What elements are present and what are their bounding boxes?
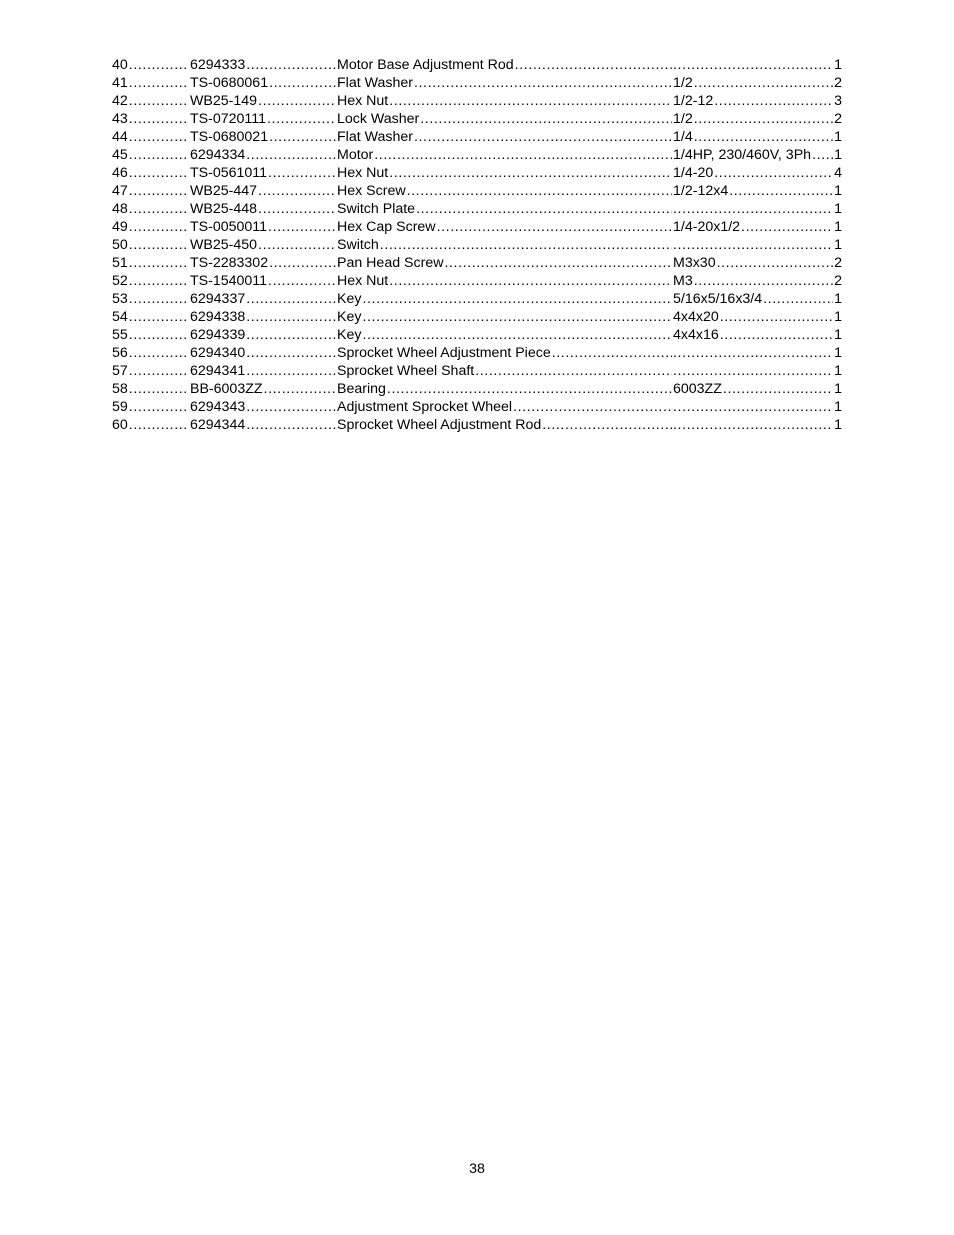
parts-row [112,218,842,236]
part-description: Flat Washer [337,129,413,145]
parts-row [112,398,842,416]
parts-row [112,380,842,398]
index-number: 47 [112,183,128,199]
part-size: 1/2 [673,75,693,91]
parts-row [112,308,842,326]
index-number: 51 [112,255,128,271]
index-number: 56 [112,345,128,361]
part-description: Hex Nut [337,273,389,289]
part-qty: 2 [834,75,842,91]
part-description: Hex Screw [337,183,406,199]
part-number: TS-0050011 [190,219,268,235]
part-description: Motor [337,147,374,163]
parts-row [112,272,842,290]
part-size: 1/2 [673,111,693,127]
index-number: 53 [112,291,128,307]
index-number: 58 [112,381,128,397]
part-size: 4x4x16 [673,327,719,343]
part-qty: 3 [834,93,842,109]
part-number: BB-6003ZZ [190,381,263,397]
part-size: 1/4 [673,129,693,145]
part-size: M3x30 [673,255,716,271]
part-description: Adjustment Sprocket Wheel [337,399,513,415]
part-size: M3 [673,273,693,289]
part-qty: 1 [834,417,842,433]
index-number: 42 [112,93,128,109]
parts-row [112,110,842,128]
part-number: 6294333 [190,57,246,73]
part-size: 1/4-20 [673,165,714,181]
part-number: TS-2283302 [190,255,269,271]
part-qty: 1 [834,129,842,145]
part-description: Motor Base Adjustment Rod [337,57,514,73]
part-number: 6294340 [190,345,246,361]
part-number: 6294343 [190,399,246,415]
index-number: 40 [112,57,128,73]
part-qty: 1 [834,363,842,379]
part-number: 6294341 [190,363,246,379]
part-description: Pan Head Screw [337,255,444,271]
index-number: 49 [112,219,128,235]
part-number: 6294334 [190,147,246,163]
part-qty: 1 [834,147,842,163]
part-qty: 2 [834,255,842,271]
parts-row [112,200,842,218]
part-size: 6003ZZ [673,381,722,397]
index-number: 41 [112,75,128,91]
part-qty: 1 [834,201,842,217]
part-description: Switch [337,237,379,253]
part-size: 1/4-20x1/2 [673,219,741,235]
parts-row [112,236,842,254]
part-qty: 1 [834,345,842,361]
part-description: Bearing [337,381,386,397]
part-qty: 1 [834,381,842,397]
part-number: 6294338 [190,309,246,325]
part-description: Switch Plate [337,201,416,217]
parts-list [112,56,842,434]
parts-row [112,362,842,380]
part-number: TS-0680021 [190,129,269,145]
parts-row [112,164,842,182]
part-size: 1/4HP, 230/460V, 3Ph [673,147,812,163]
index-number: 48 [112,201,128,217]
part-description: Key [337,327,362,343]
part-description: Sprocket Wheel Adjustment Piece [337,345,551,361]
part-qty: 2 [834,273,842,289]
index-number: 46 [112,165,128,181]
parts-row [112,92,842,110]
parts-row [112,344,842,362]
part-description: Hex Nut [337,165,389,181]
part-size: 5/16x5/16x3/4 [673,291,763,307]
part-qty: 1 [834,399,842,415]
part-number: WB25-149 [190,93,258,109]
parts-row [112,146,842,164]
part-size: 4x4x20 [673,309,719,325]
part-number: TS-0720111 [190,111,266,127]
parts-row [112,56,842,74]
parts-row [112,128,842,146]
part-qty: 1 [834,291,842,307]
parts-row [112,182,842,200]
part-description: Hex Cap Screw [337,219,436,235]
part-description: Sprocket Wheel Adjustment Rod [337,417,542,433]
index-number: 60 [112,417,128,433]
index-number: 57 [112,363,128,379]
index-number: 59 [112,399,128,415]
index-number: 54 [112,309,128,325]
part-number: WB25-450 [190,237,258,253]
part-number: TS-0680061 [190,75,269,91]
part-number: TS-0561011 [190,165,268,181]
part-qty: 1 [834,309,842,325]
part-number: 6294339 [190,327,246,343]
part-description: Sprocket Wheel Shaft [337,363,475,379]
index-number: 45 [112,147,128,163]
part-description: Hex Nut [337,93,389,109]
part-qty: 1 [834,219,842,235]
part-qty: 1 [834,183,842,199]
part-size: 1/2-12 [673,93,714,109]
part-qty: 1 [834,57,842,73]
part-qty: 1 [834,327,842,343]
part-description: Flat Washer [337,75,413,91]
part-description: Key [337,291,362,307]
part-number: TS-1540011 [190,273,268,289]
index-number: 43 [112,111,128,127]
parts-row [112,74,842,92]
part-number: WB25-448 [190,201,258,217]
index-number: 44 [112,129,128,145]
part-number: WB25-447 [190,183,258,199]
part-description: Key [337,309,362,325]
part-description: Lock Washer [337,111,420,127]
parts-row [112,326,842,344]
index-number: 52 [112,273,128,289]
part-size: 1/2-12x4 [673,183,729,199]
part-number: 6294344 [190,417,246,433]
parts-row [112,254,842,272]
page-number: 38 [469,1161,485,1177]
part-number: 6294337 [190,291,246,307]
parts-row [112,290,842,308]
part-qty: 2 [834,111,842,127]
part-qty: 1 [834,237,842,253]
index-number: 50 [112,237,128,253]
index-number: 55 [112,327,128,343]
parts-row [112,416,842,434]
part-qty: 4 [834,165,842,181]
